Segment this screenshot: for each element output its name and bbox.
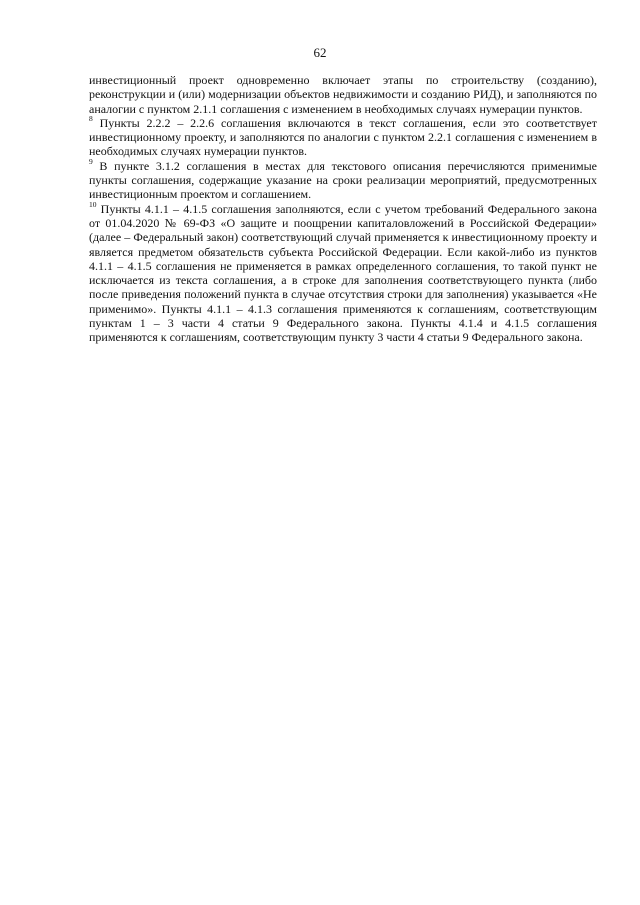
footnote-continuation [89, 73, 597, 116]
footnote-marker: 10 [89, 199, 97, 209]
footnote-8 [89, 113, 597, 159]
footnote-marker: 8 [89, 113, 93, 123]
footnote-text: инвестиционный проект одновременно включает этапы по строительству (созданию), реконструкции и (или) модернизации объектов недвижимости и созданию РИД), и заполняются по аналогии с пунктом 2.1.1 соглашения с изменением в необходимых случаях нумерации пунктов. [89, 73, 597, 116]
footnotes-block [89, 73, 597, 345]
footnote-10 [89, 199, 598, 345]
footnote-9 [89, 156, 597, 202]
footnote-text: В пункте 3.1.2 соглашения в местах для текстового описания перечисляются применимые пункты соглашения, содержащие указание на сроки реализации мероприятий, предусмотренных инвестиционным проектом и соглашением. [89, 158, 597, 202]
footnote-text: Пункты 2.2.2 – 2.2.6 соглашения включаются в текст соглашения, если это соответствует инвестиционному проекту, и заполняются по аналогии с пунктом 2.2.1 соглашения с изменением в необходимых случаях нумерации пунктов. [89, 115, 597, 159]
footnote-marker: 9 [89, 156, 93, 166]
page-number: 62 [313, 45, 327, 60]
footnote-text: Пункты 4.1.1 – 4.1.5 соглашения заполняются, если с учетом требований Федерального закона от 01.04.2020 № 69-ФЗ «О защите и поощрении капиталовложений в Российской Федерации» (далее – Федеральный закон) соответствующий случай применяется к инвестиционному проекту и является предметом обязательств субъекта Российской Федерации. Если какой-либо из пунктов 4.1.1 – 4.1.5 соглашения не применяется в рамках определенного соглашения, то такой пункт не исключается из текста соглашения, а в строке для заполнения соответствующего пункта (либо после приведения положений пункта в случае отсутствия строки для заполнения) указывается «Не применимо». Пункты 4.1.1 – 4.1.3 соглашения применяются к соглашениям, соответствующим пунктам 1 – 3 части 4 статьи 9 Федерального закона. Пункты 4.1.4 и 4.1.5 соглашения применяются к соглашениям, соответствующим пункту 3 части 4 статьи 9 Федерального закона. [89, 201, 598, 345]
